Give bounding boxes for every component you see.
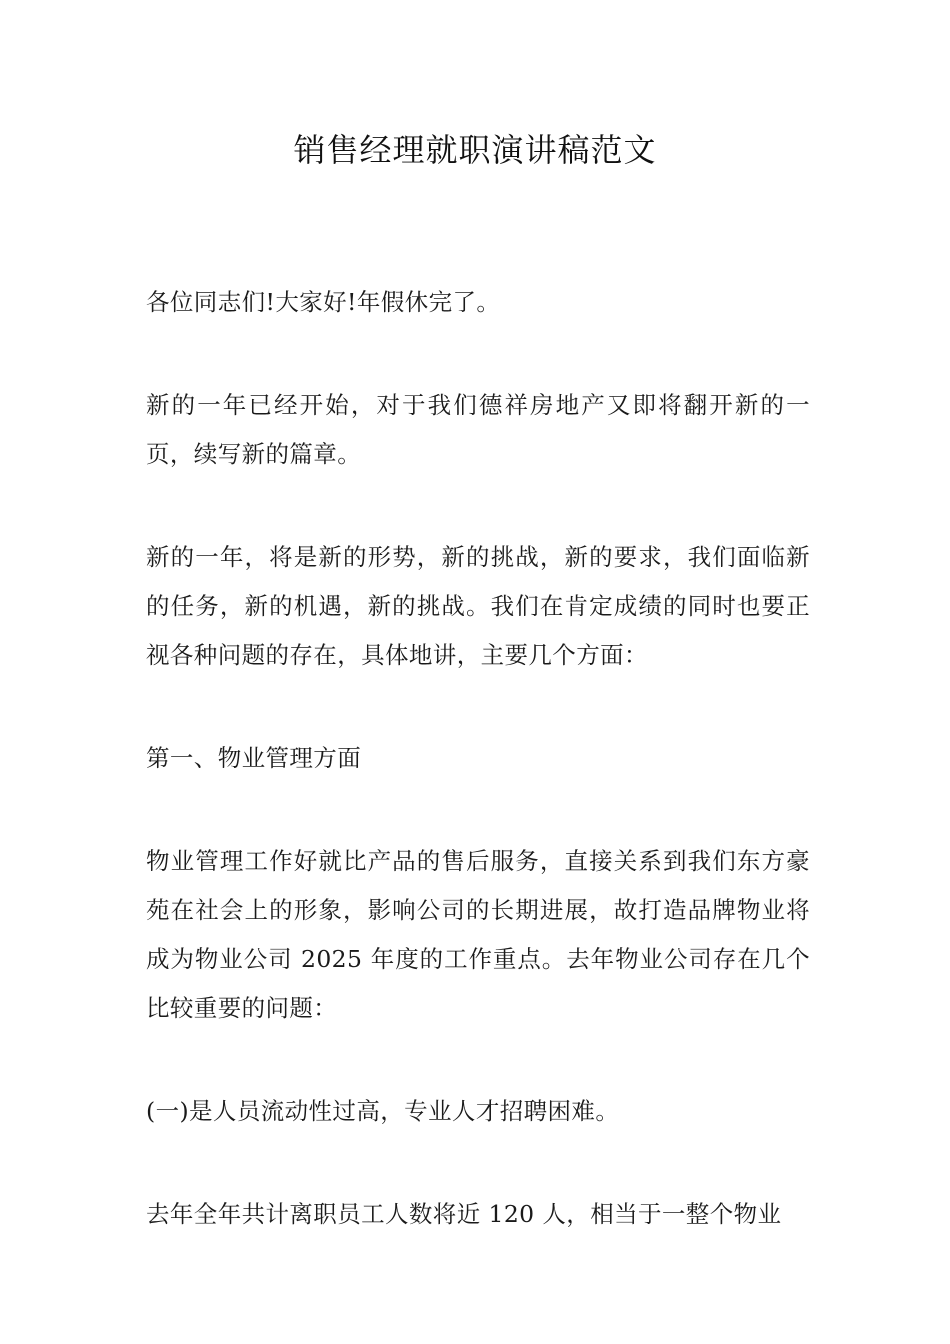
- paragraph-staff-turnover: 去年全年共计离职员工人数将近 120 人，相当于一整个物业: [146, 1200, 782, 1228]
- section-heading-property-management: 第一、物业管理方面: [146, 744, 362, 772]
- paragraph-challenges: 新的一年，将是新的形势，新的挑战，新的要求，我们面临新的任务，新的机遇，新的挑战。我们在肯定成绩的同时也要正视各种问题的存在，具体地讲，主要几个方面：: [146, 543, 810, 669]
- paragraph-greeting: 各位同志们!大家好!年假休完了。: [146, 288, 501, 316]
- paragraph-property-management: 物业管理工作好就比产品的售后服务，直接关系到我们东方豪苑在社会上的形象，影响公司的长期进展，故打造品牌物业将成为物业公司 2025 年度的工作重点。去年物业公司存在几个比较重要的问题：: [146, 847, 810, 1022]
- document-title: 销售经理就职演讲稿范文: [293, 131, 657, 169]
- paragraph-new-year: 新的一年已经开始，对于我们德祥房地产又即将翻开新的一页，续写新的篇章。: [146, 391, 810, 468]
- document-body: [146, 278, 810, 1239]
- subheading-staff-turnover: (一)是人员流动性过高，专业人才招聘困难。: [146, 1097, 620, 1125]
